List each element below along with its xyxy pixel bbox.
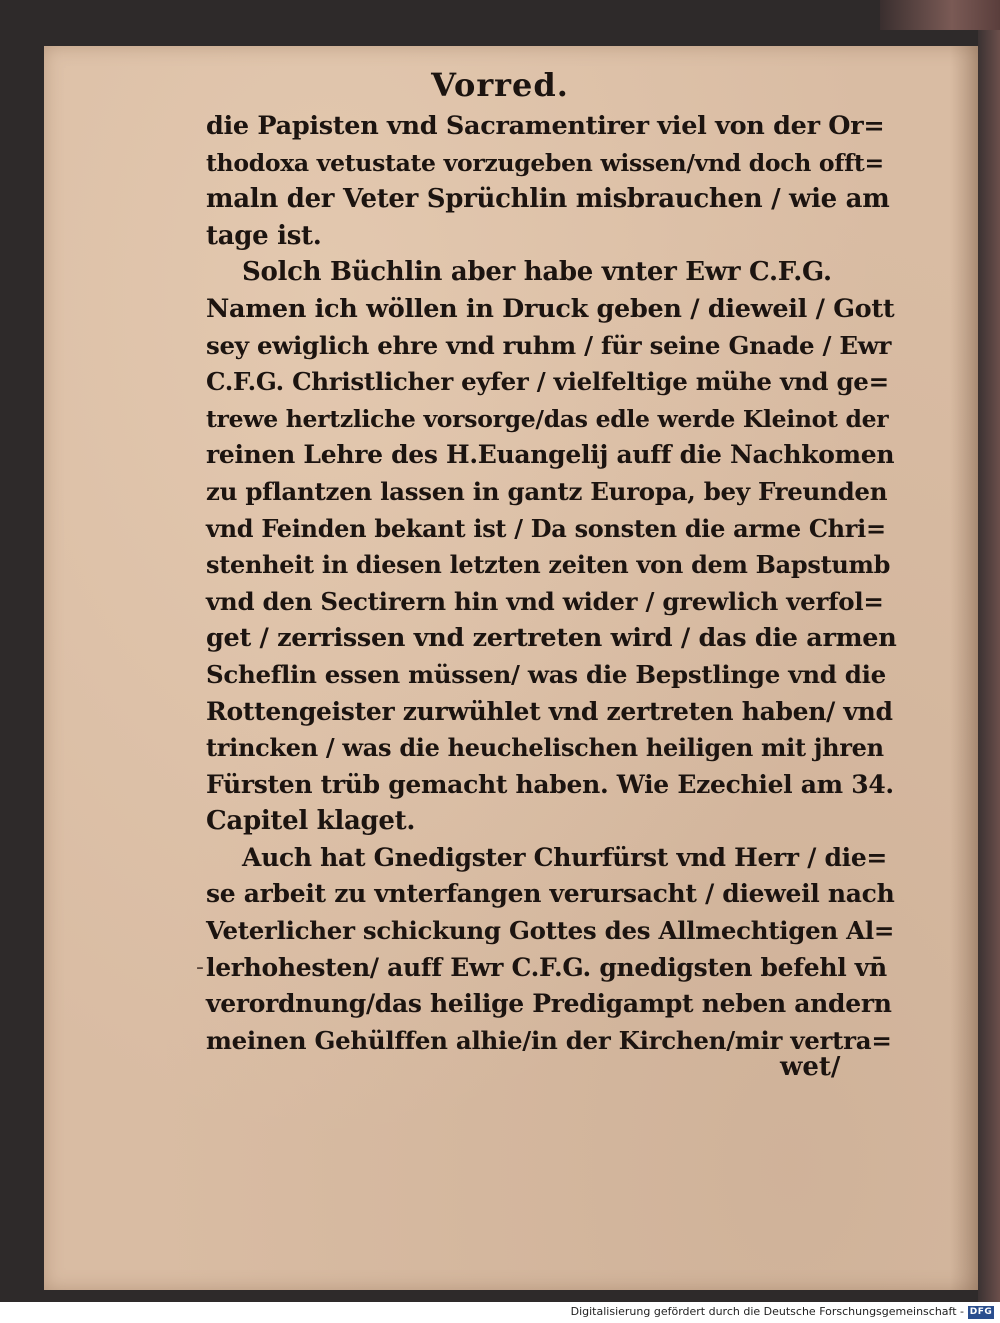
text-line: zu pflantzen lassen in gantz Europa, bey Freunden [206, 476, 888, 506]
page-text-block [206, 108, 896, 1059]
text-line: get / zerrissen vnd zertreten wird / das die armen [206, 623, 897, 654]
text-line: verordnung/das heilige Predigampt neben andern [206, 989, 892, 1019]
text-line: Solch Büchlin aber habe vnter Ewr C.F.G. [242, 257, 832, 288]
text-line: Fürsten trüb gemacht haben. Wie Ezechiel am 34. [206, 769, 894, 799]
text-line: C.F.G. Christlicher eyfer / vielfeltige mühe vnd ge= [206, 367, 889, 397]
text-line: thodoxa vetustate vorzugeben wissen/vnd doch offt= [206, 148, 884, 177]
text-line: Veterlicher schickung Gottes des Allmechtigen Al= [206, 916, 895, 946]
text-line: meinen Gehülffen alhie/in der Kirchen/mir vertra= [206, 1025, 892, 1055]
text-line: trincken / was die heuchelischen heiligen mit jhren [206, 733, 884, 763]
book-edge-top [880, 0, 1000, 30]
text-line: die Papisten vnd Sacramentirer viel von der Or= [206, 111, 885, 141]
text-line: tage ist. [206, 220, 322, 251]
margin-mark: - [196, 955, 204, 980]
text-line: sey ewiglich ehre vnd ruhm / für seine Gnade / Ewr [206, 330, 892, 360]
text-line: stenheit in diesen letzten zeiten von dem Bapstumb [206, 550, 891, 580]
dfg-logo: DFG [969, 1307, 993, 1317]
text-line: vnd Feinden bekant ist / Da sonsten die arme Chri= [206, 513, 886, 543]
text-line: Capitel klaget. [206, 806, 416, 837]
text-line: Rottengeister zurwühlet vnd zertreten haben/ vnd [206, 696, 893, 726]
page-gutter-shadow [950, 46, 978, 1290]
text-line: Namen ich wöllen in Druck geben / dieweil / Gott [206, 293, 895, 324]
text-line: Auch hat Gnedigster Churfürst vnd Herr / die= [242, 842, 888, 872]
footer-bar [0, 1302, 1000, 1323]
text-line: se arbeit zu vnterfangen verursacht / dieweil nach [206, 879, 895, 909]
text-line: maln der Veter Sprüchlin misbrauchen / wie am [206, 184, 890, 215]
text-line: lerhohesten/ auff Ewr C.F.G. gnedigsten befehl vn̄ [206, 952, 887, 982]
text-line: trewe hertzliche vorsorge/das edle werde Kleinot der [206, 404, 889, 433]
book-edge-right [978, 30, 1000, 1302]
text-line: vnd den Sectirern hin vnd wider / grewlich verfol= [206, 586, 884, 616]
catchword: wet/ [780, 1052, 841, 1082]
text-line: Scheflin essen müssen/ was die Bepstlinge vnd die [206, 659, 886, 689]
page-header: Vorred. [431, 66, 569, 104]
text-line: reinen Lehre des H.Euangelij auff die Nachkomen [206, 440, 895, 470]
funding-credit: Digitalisierung gefördert durch die Deutsche Forschungsgemeinschaft - [570, 1305, 964, 1318]
